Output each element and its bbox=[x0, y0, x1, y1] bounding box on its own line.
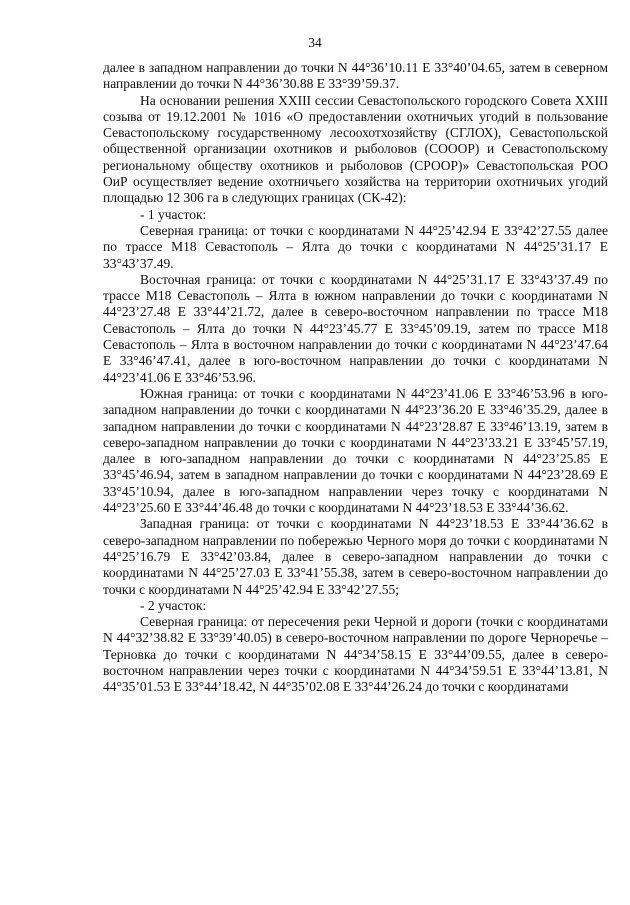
paragraph-north-border-1: Северная граница: от точки с координатами N 44°25’42.94 E 33°42’27.55 далее по трассе М18 Севастополь – Ялта до точки с координатами N 44°25’31.17 E 33°43’37.49. bbox=[103, 222, 608, 271]
page-number: 34 bbox=[308, 35, 322, 50]
paragraph-continuation: далее в западном направлении до точки N 44°36’10.11 E 33°40’04.65, затем в северном направлении до точки N 44°36’30.88 E 33°39’59.37. bbox=[103, 60, 608, 92]
section-plot-2: - 2 участок: bbox=[140, 597, 207, 613]
paragraph-north-border-2: Северная граница: от пересечения реки Черной и дороги (точки с координатами N 44°32’38.82 E 33°39’40.05) в северо-восточном направлении по дороге Черноречье – Терновка до точки с координатами N 44°34’58.15 E 33°44’09.55, далее в северо-восточном направлении через точки с координатами N 44°34’59.51 E 33°44’13.81, N 44°35’01.53 E 33°44’18.42, N 44°35’02.08 E 33°44’26.24 до точки с координатами bbox=[103, 614, 608, 695]
paragraph-south-border-1: Южная граница: от точки с координатами N 44°23’41.06 E 33°46’53.96 в юго-западном направлении до точки с координатами N 44°23’36.20 E 33°46’35.29, далее в западном направлении до точки с координатами N 44°23’28.87 E 33°46’13.19, затем в северо-западном направлении до точки с координатами N 44°23’33.21 E 33°45’57.19, далее в юго-западном направлении до точки с координатами N 44°23’25.85 E 33°45’46.94, затем в западном направлении до точки с координатами N 44°23’28.69 E 33°45’10.94, далее в юго-западном направлении через точку с координатами N 44°23’25.60 E 33°44’46.48 до точки с координатами N 44°23’18.53 E 33°44’36.62. bbox=[103, 385, 608, 516]
paragraph-west-border-1: Западная граница: от точки с координатами N 44°23’18.53 E 33°44’36.62 в северо-западном направлении по побережью Черного моря до точки с координатами N 44°25’16.79 E 33°42’03.84, далее в северо-западном направлении до точки с координатами N 44°25’27.03 E 33°41’55.38, затем в северо-восточном направлении до точки с координатами N 44°25’42.94 E 33°42’27.55; bbox=[103, 516, 608, 597]
document-body bbox=[103, 60, 608, 696]
section-plot-1: - 1 участок: bbox=[140, 206, 207, 222]
paragraph-east-border-1: Восточная граница: от точки с координатами N 44°25’31.17 E 33°43’37.49 по трассе М18 Севастополь – Ялта в южном направлении до точки с координатами N 44°23’27.48 E 33°44’21.72, далее в северо-восточном направлении по трассе М18 Севастополь – Ялта до точки N 44°23’45.77 E 33°45’09.19, затем по трассе М18 Севастополь – Ялта в восточном направлении до точки с координатами N 44°23’47.64 E 33°46’47.41, далее в юго-восточном направлении до точки с координатами N 44°23’41.06 E 33°46’53.96. bbox=[103, 271, 608, 385]
paragraph-basis: На основании решения XXIII сессии Севастопольского городского Совета XXIII созыва от 19.12.2001 № 1016 «О предоставлении охотничьих угодий в пользование Севастопольскому государственному лесоохотхозяйству (СГЛОХ), Севастопольской общественной организации охотников и рыболовов (СОООР) и Севастопольскому региональному обществу охотников и рыболовов (СРООР)» Севастопольская РОО ОиР осуществляет ведение охотничьего хозяйства на территории охотничьих угодий площадью 12 306 га в следующих границах (СК-42): bbox=[103, 92, 608, 206]
